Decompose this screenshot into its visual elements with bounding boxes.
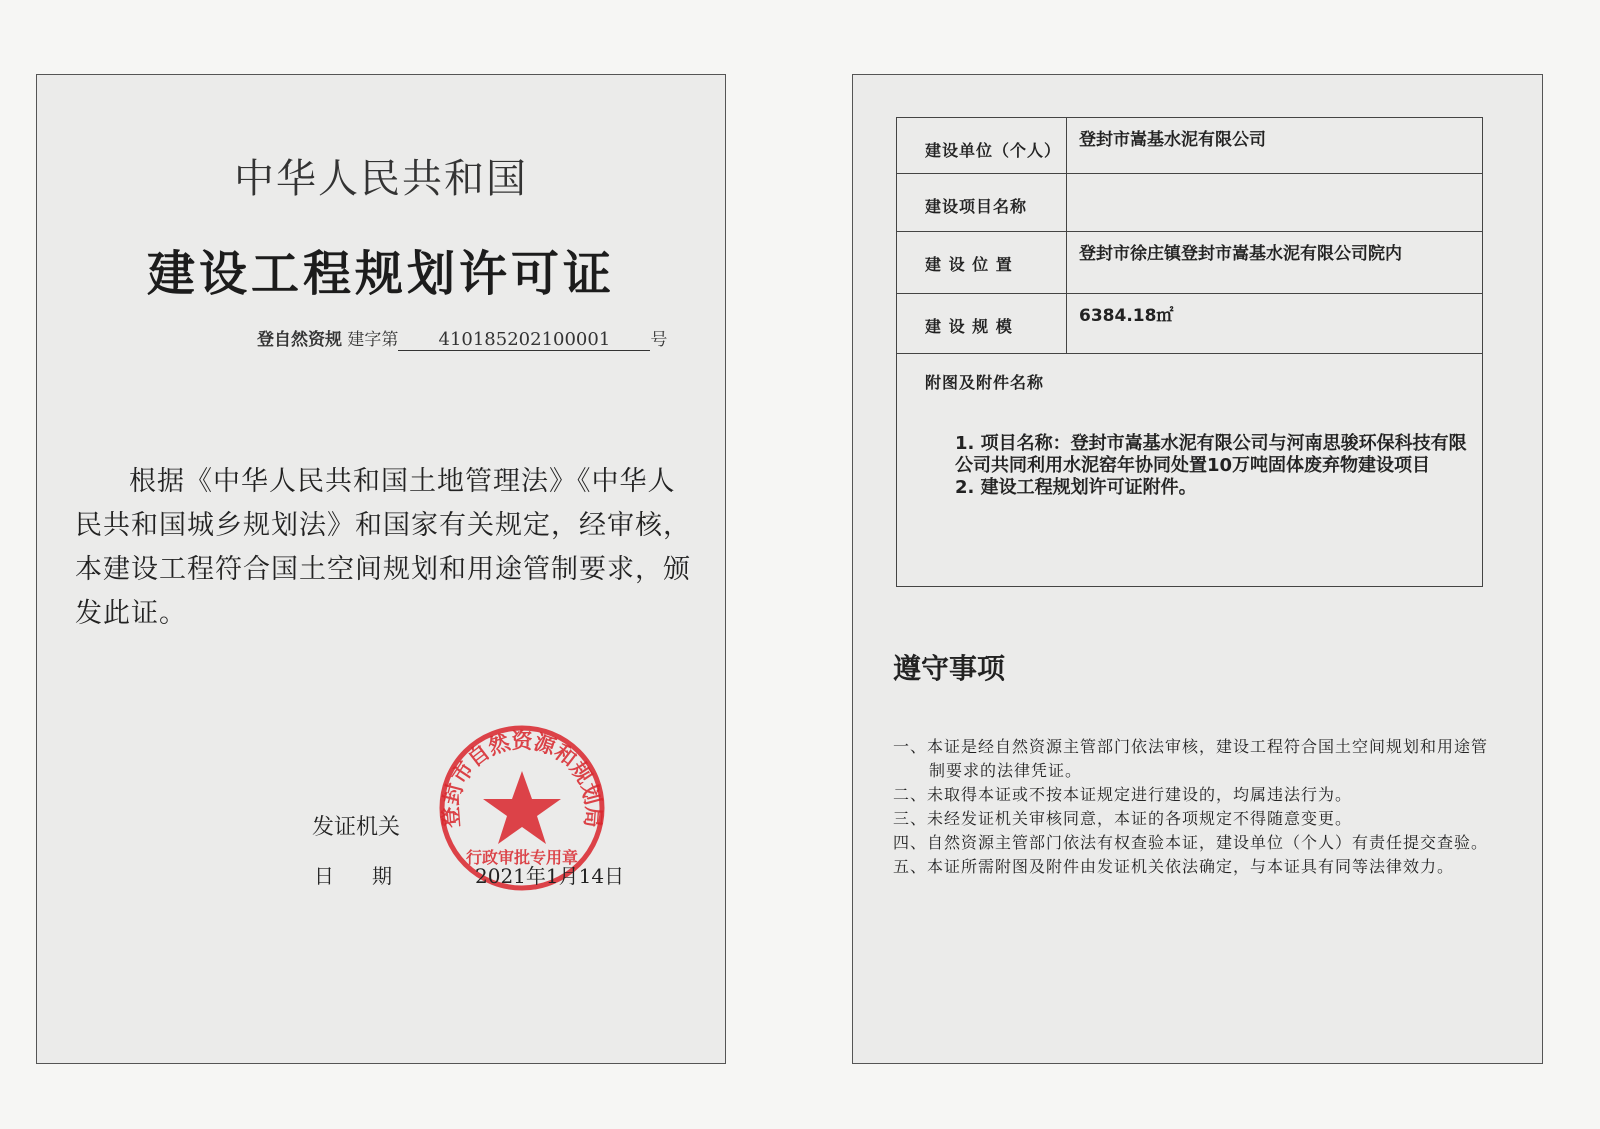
table-row xyxy=(897,294,1483,354)
location-value: 登封市徐庄镇登封市嵩基水泥有限公司院内 xyxy=(1067,232,1483,294)
certificate-number-line xyxy=(257,325,667,351)
rules-title: 遵守事项 xyxy=(893,652,1006,685)
list-item: 一、本证是经自然资源主管部门依法审核，建设工程符合国土空间规划和用途管制要求的法律凭证。 xyxy=(893,737,1489,780)
project-info-table xyxy=(896,117,1483,587)
number-authority: 登自然资规 xyxy=(257,330,342,350)
certificate-body-text: 根据《中华人民共和国土地管理法》《中华人民共和国城乡规划法》和国家有关规定，经审核，本建设工程符合国土空间规划和用途管制要求，颁发此证。 xyxy=(75,466,691,629)
list-item: 三、未经发证机关审核同意，本证的各项规定不得随意变更。 xyxy=(893,809,1353,828)
date-label: 日期 xyxy=(314,864,430,888)
attachments-cell xyxy=(897,354,1483,587)
table-row xyxy=(897,118,1483,174)
list-item: 二、未取得本证或不按本证规定进行建设的，均属违法行为。 xyxy=(893,785,1353,804)
certificate-title: 建设工程规划许可证 xyxy=(146,246,615,302)
certificate-left-page xyxy=(36,74,726,1064)
number-suffix: 号 xyxy=(650,330,668,350)
attachments-label: 附图及附件名称 xyxy=(925,373,1045,392)
project-name-label: 建设项目名称 xyxy=(897,174,1067,232)
certificate-right-page xyxy=(852,74,1543,1064)
svg-text:登封市自然资源和规划局: 登封市自然资源和规划局 xyxy=(438,728,606,829)
scale-label: 建 设 规 模 xyxy=(897,294,1067,354)
scale-value: 6384.18㎡ xyxy=(1067,294,1483,354)
builder-value: 登封市嵩基水泥有限公司 xyxy=(1067,118,1483,174)
table-row xyxy=(897,174,1483,232)
country-name: 中华人民共和国 xyxy=(234,156,528,202)
issue-date: 2021年1月14日 xyxy=(475,864,625,888)
number-prefix: 建字第 xyxy=(347,330,399,350)
rules-list xyxy=(893,735,1493,879)
list-item: 四、自然资源主管部门依法有权查验本证，建设单位（个人）有责任提交查验。 xyxy=(893,833,1489,852)
location-label: 建 设 位 置 xyxy=(897,232,1067,294)
svg-text:行政审批专用章: 行政审批专用章 xyxy=(465,848,579,867)
table-row xyxy=(897,232,1483,294)
certificate-number: 410185202100001 xyxy=(398,329,650,351)
list-item: 2. 建设工程规划许可证附件。 xyxy=(955,477,1197,498)
list-item: 1. 项目名称：登封市嵩基水泥有限公司与河南思骏环保科技有限公司共同利用水泥窑年协同处置10万吨固体废弃物建设项目 xyxy=(955,433,1467,476)
project-name-value xyxy=(1067,174,1483,232)
builder-label: 建设单位（个人） xyxy=(897,118,1067,174)
list-item: 五、本证所需附图及附件由发证机关依法确定，与本证具有同等法律效力。 xyxy=(893,857,1455,876)
attachments-list xyxy=(955,433,1480,499)
table-row xyxy=(897,354,1483,587)
issuer-label: 发证机关 xyxy=(312,815,401,840)
